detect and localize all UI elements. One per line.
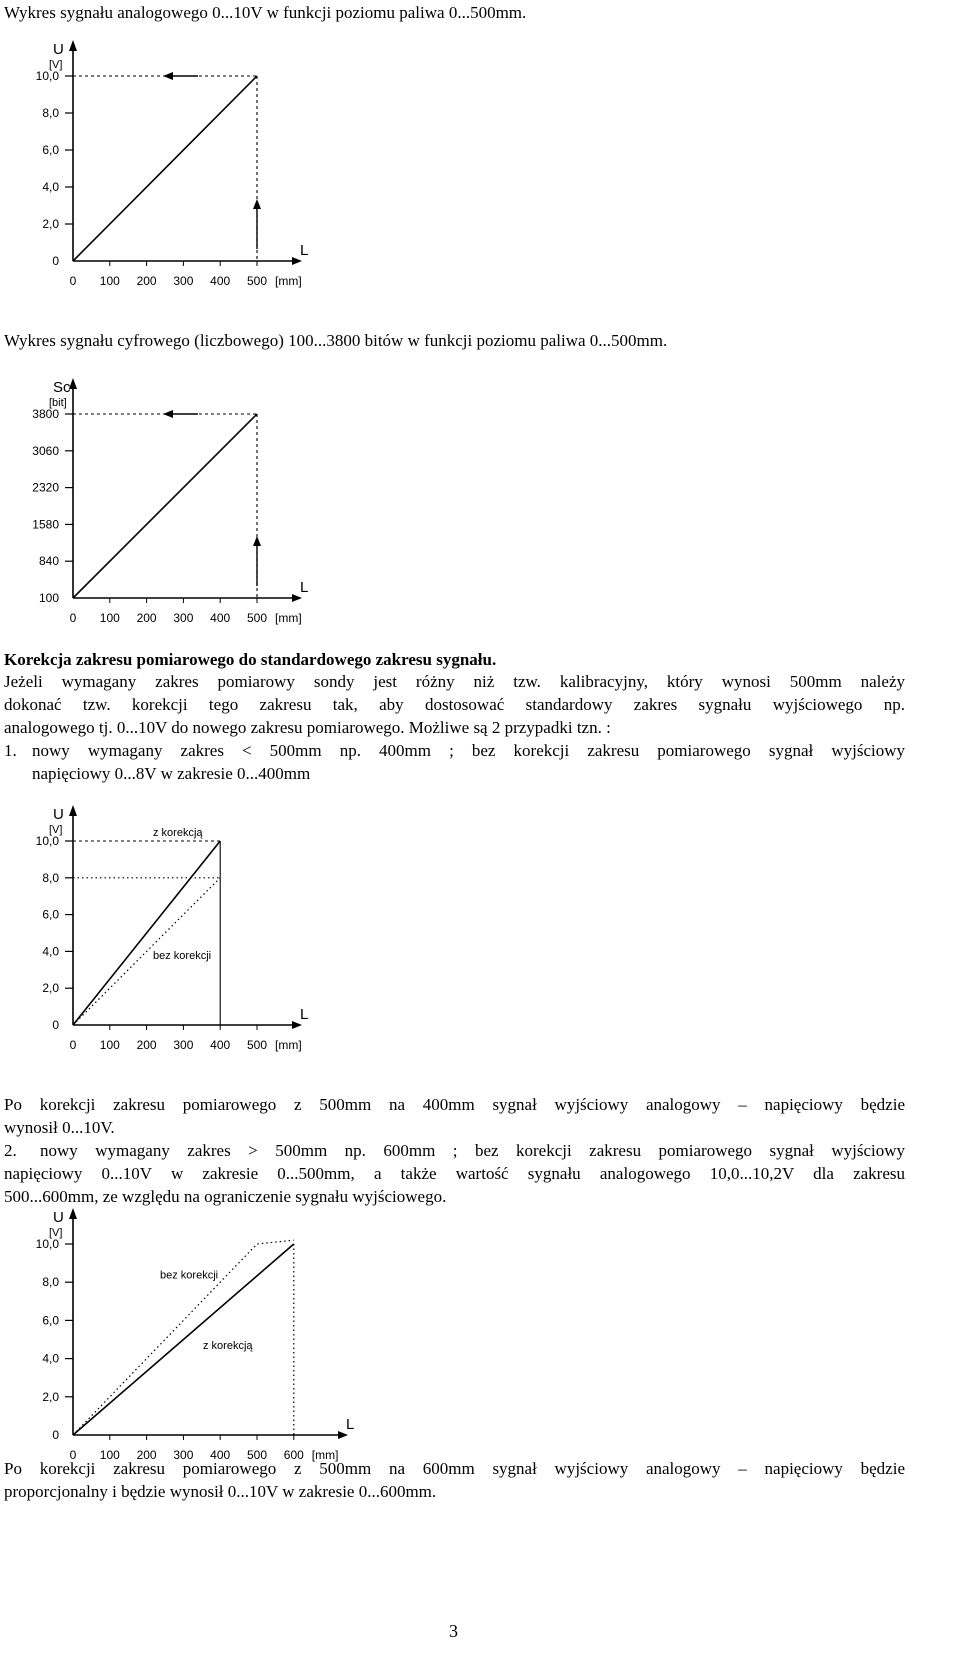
y-tick-label: 6,0 — [42, 1313, 59, 1328]
x-tick-label: 200 — [136, 611, 157, 625]
y-axis-unit: [V] — [49, 59, 63, 71]
y-axis-name: U — [53, 41, 64, 58]
chart-case1-correction — [0, 796, 960, 1062]
x-tick-label: 300 — [173, 1038, 194, 1052]
chart-analog-signal — [0, 30, 960, 300]
y-axis-name: U — [53, 1209, 64, 1226]
chart-digital-signal — [0, 368, 960, 638]
arrow-up-head — [253, 199, 261, 209]
x-axis-unit: [mm] — [311, 1448, 339, 1462]
label-without-correction: bez korekcji — [160, 1269, 219, 1282]
x-tick-label: 500 — [246, 611, 268, 625]
x-tick-label: 0 — [69, 1038, 77, 1052]
series-line — [73, 414, 257, 598]
x-tick-label: 200 — [136, 1038, 157, 1052]
x-tick-label: 400 — [210, 1038, 231, 1052]
x-tick-label: 500 — [246, 274, 268, 288]
y-axis-unit: [V] — [49, 1227, 63, 1239]
x-tick-label: 0 — [69, 1448, 77, 1462]
y-axis-arrowhead — [69, 805, 77, 816]
case1-number: 1. — [4, 741, 17, 760]
case2-line-2: napięciowy 0...10V w zakresie 0...500mm, a także wartość sygnału analogowego 10,0...10,2V dla zakresu — [4, 1164, 905, 1183]
x-axis-name: L — [300, 579, 309, 596]
x-tick-label: 200 — [136, 274, 157, 288]
y-tick-label: 4,0 — [42, 180, 59, 194]
label-with-correction: z korekcją — [203, 1340, 253, 1353]
x-tick-label: 200 — [136, 1448, 157, 1462]
case2-line-1: nowy wymagany zakres > 500mm np. 600mm ; bez korekcji zakresu pomiarowego sygnał wyjściowy — [40, 1141, 905, 1160]
x-tick-label: 300 — [173, 274, 194, 288]
y-tick-label: 2,0 — [42, 981, 59, 996]
x-tick-label: 300 — [173, 611, 194, 625]
chart-case2-correction — [0, 1204, 960, 1464]
y-tick-label: 8,0 — [42, 1275, 59, 1290]
y-tick-label: 2320 — [32, 480, 59, 495]
y-tick-label: 3800 — [32, 407, 59, 421]
label-without-correction: bez korekcji — [153, 949, 212, 962]
arrow-left-head — [163, 72, 173, 80]
after-case1-line-2: wynosił 0...10V. — [4, 1118, 115, 1137]
y-axis-arrowhead — [69, 1208, 77, 1219]
y-tick-label: 8,0 — [42, 870, 59, 885]
chart2-heading: Wykres sygnału cyfrowego (liczbowego) 100...3800 bitów w funkcji poziomu paliwa 0...500mm. — [4, 331, 668, 350]
x-tick-label: 400 — [210, 274, 231, 288]
x-tick-label: 100 — [99, 611, 120, 625]
page-number: 3 — [449, 1621, 458, 1641]
x-axis-name: L — [346, 1416, 355, 1433]
y-axis-unit: [V] — [49, 824, 63, 836]
y-tick-label: 6,0 — [42, 907, 59, 922]
chart1-heading: Wykres sygnału analogowego 0...10V w funkcji poziomu paliwa 0...500mm. — [4, 3, 527, 22]
y-axis-arrowhead — [69, 40, 77, 51]
y-tick-label: 0 — [52, 1018, 59, 1032]
y-tick-label: 2,0 — [42, 1389, 59, 1404]
x-tick-label: 600 — [283, 1448, 304, 1462]
arrow-up-head — [253, 536, 261, 546]
y-tick-label: 2,0 — [42, 217, 59, 231]
x-axis-unit: [mm] — [275, 611, 302, 625]
x-axis-unit: [mm] — [275, 274, 302, 288]
x-tick-label: 100 — [99, 1448, 120, 1462]
y-tick-label: 1580 — [32, 517, 59, 532]
y-tick-label: 3060 — [32, 443, 59, 458]
case1-line-2: napięciowy 0...8V w zakresie 0...400mm — [32, 764, 311, 783]
label-with-correction: z korekcją — [153, 827, 203, 839]
case1-line-1: nowy wymagany zakres < 500mm np. 400mm ; bez korekcji zakresu pomiarowego sygnał wyjściowy — [32, 741, 905, 760]
y-tick-label: 100 — [38, 591, 59, 605]
y-tick-label: 0 — [52, 254, 59, 268]
x-axis-name: L — [300, 1006, 309, 1023]
x-tick-label: 0 — [69, 274, 77, 288]
series-with-correction — [73, 841, 220, 1025]
y-tick-label: 6,0 — [42, 143, 59, 157]
intro-line-2: dokonać tzw. korekcji tego zakresu tak, aby dostosować standardowy zakres sygnału wyjściowego np. — [4, 695, 905, 714]
x-tick-label: 500 — [246, 1448, 268, 1462]
series-line — [73, 76, 257, 261]
intro-line-1: Jeżeli wymagany zakres pomiarowy sondy jest różny niż tzw. kalibracyjny, który wynosi 500mm należy — [4, 672, 905, 691]
y-axis-name: Sc — [53, 379, 71, 396]
arrow-left-head — [163, 410, 173, 418]
after-case2-line-1: Po korekcji zakresu pomiarowego z 500mm na 600mm sygnał wyjściowy analogowy – napięciowy będzie — [4, 1459, 905, 1478]
case2-line-3: 500...600mm, ze względu na ograniczenie sygnału wyjściowego. — [4, 1187, 447, 1206]
after-case2-line-2: proporcjonalny i będzie wynosił 0...10V w zakresie 0...600mm. — [4, 1482, 437, 1501]
x-axis-name: L — [300, 242, 309, 259]
y-tick-label: 10,0 — [35, 1237, 59, 1251]
intro-line-3: analogowego tj. 0...10V do nowego zakresu pomiarowego. Możliwe są 2 przypadki tzn. : — [4, 718, 611, 737]
x-tick-label: 400 — [210, 611, 231, 625]
x-axis-unit: [mm] — [275, 1038, 302, 1052]
y-axis-unit: [bit] — [49, 397, 67, 409]
y-tick-label: 8,0 — [42, 106, 59, 120]
y-tick-label: 840 — [38, 554, 59, 569]
x-tick-label: 500 — [246, 1038, 268, 1052]
section-title: Korekcja zakresu pomiarowego do standardowego zakresu sygnału. — [4, 650, 497, 669]
x-tick-label: 0 — [69, 611, 77, 625]
x-tick-label: 400 — [210, 1448, 231, 1462]
y-tick-label: 4,0 — [42, 1351, 59, 1366]
y-tick-label: 0 — [52, 1428, 59, 1442]
x-tick-label: 100 — [99, 1038, 120, 1052]
after-case1-line-1: Po korekcji zakresu pomiarowego z 500mm na 400mm sygnał wyjściowy analogowy – napięciowy będzie — [4, 1095, 905, 1114]
x-tick-label: 100 — [99, 274, 120, 288]
y-tick-label: 10,0 — [35, 69, 59, 83]
y-axis-name: U — [53, 806, 64, 823]
case2-number: 2. — [4, 1141, 17, 1160]
y-tick-label: 10,0 — [35, 834, 59, 848]
x-tick-label: 300 — [173, 1448, 194, 1462]
y-tick-label: 4,0 — [42, 944, 59, 959]
